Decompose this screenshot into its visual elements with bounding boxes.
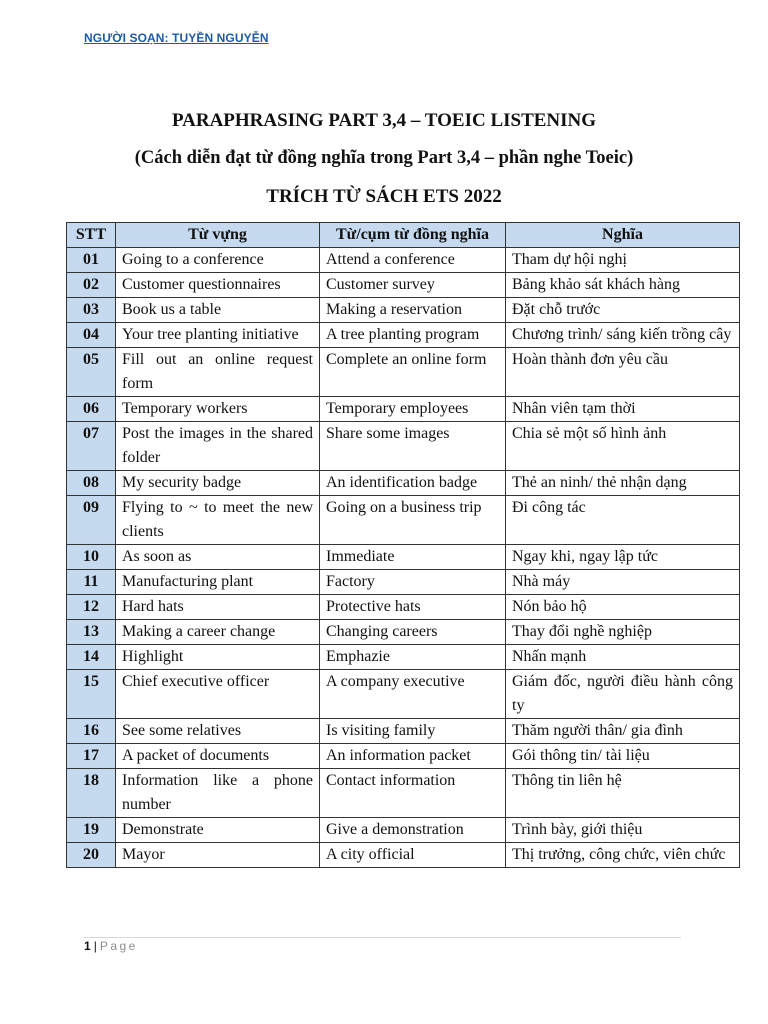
cell-vocabulary: Fill out an online request form [116,348,320,397]
cell-synonym: Immediate [320,545,506,570]
cell-synonym: Factory [320,570,506,595]
cell-meaning: Ngay khi, ngay lập tức [506,545,740,570]
cell-stt: 08 [67,471,116,496]
author-credit: NGƯỜI SOẠN: TUYỀN NGUYỄN [84,31,269,45]
cell-meaning: Chương trình/ sáng kiến trồng cây [506,323,740,348]
cell-vocabulary: Demonstrate [116,818,320,843]
cell-vocabulary: Customer questionnaires [116,273,320,298]
table-row [67,471,740,496]
cell-meaning: Nhà máy [506,570,740,595]
cell-stt: 12 [67,595,116,620]
cell-synonym: Give a demonstration [320,818,506,843]
page-number: 1 [84,939,91,953]
cell-synonym: Complete an online form [320,348,506,397]
cell-synonym: Protective hats [320,595,506,620]
cell-meaning: Giám đốc, người điều hành công ty [506,670,740,719]
cell-vocabulary: Going to a conference [116,248,320,273]
cell-vocabulary: As soon as [116,545,320,570]
cell-stt: 16 [67,719,116,744]
cell-meaning: Chia sẻ một số hình ảnh [506,422,740,471]
table-row [67,545,740,570]
cell-stt: 18 [67,769,116,818]
cell-meaning: Nón bảo hộ [506,595,740,620]
cell-stt: 09 [67,496,116,545]
cell-stt: 10 [67,545,116,570]
cell-stt: 14 [67,645,116,670]
cell-synonym: An identification badge [320,471,506,496]
cell-synonym: A tree planting program [320,323,506,348]
table-row [67,422,740,471]
cell-stt: 04 [67,323,116,348]
cell-stt: 17 [67,744,116,769]
page-label: Page [99,939,138,953]
cell-meaning: Thông tin liên hệ [506,769,740,818]
cell-synonym: A city official [320,843,506,868]
cell-vocabulary: Flying to ~ to meet the new clients [116,496,320,545]
cell-meaning: Thị trưởng, công chức, viên chức [506,843,740,868]
cell-vocabulary: Highlight [116,645,320,670]
page-footer [84,939,138,953]
table-row [67,397,740,422]
cell-vocabulary: See some relatives [116,719,320,744]
header-vocabulary: Từ vựng [116,223,320,248]
cell-stt: 11 [67,570,116,595]
cell-stt: 06 [67,397,116,422]
cell-vocabulary: Chief executive officer [116,670,320,719]
cell-vocabulary: Post the images in the shared folder [116,422,320,471]
cell-stt: 05 [67,348,116,397]
cell-stt: 02 [67,273,116,298]
vocabulary-table [66,222,740,868]
table-row [67,323,740,348]
table-body [67,248,740,868]
cell-synonym: Attend a conference [320,248,506,273]
cell-synonym: Emphazie [320,645,506,670]
cell-vocabulary: Mayor [116,843,320,868]
table-header-row [67,223,740,248]
cell-synonym: Making a reservation [320,298,506,323]
table-row [67,744,740,769]
footer-divider [84,937,681,938]
cell-stt: 15 [67,670,116,719]
source-title: TRÍCH TỪ SÁCH ETS 2022 [266,186,502,207]
table-row [67,818,740,843]
cell-meaning: Gói thông tin/ tài liệu [506,744,740,769]
table-row [67,298,740,323]
cell-synonym: A company executive [320,670,506,719]
cell-synonym: Contact information [320,769,506,818]
table-row [67,769,740,818]
table-row [67,570,740,595]
cell-stt: 01 [67,248,116,273]
cell-vocabulary: Book us a table [116,298,320,323]
cell-vocabulary: A packet of documents [116,744,320,769]
cell-synonym: Going on a business trip [320,496,506,545]
cell-meaning: Thăm người thân/ gia đình [506,719,740,744]
cell-meaning: Đặt chỗ trước [506,298,740,323]
table-row [67,248,740,273]
cell-stt: 19 [67,818,116,843]
cell-vocabulary: Information like a phone number [116,769,320,818]
cell-vocabulary: Hard hats [116,595,320,620]
header-synonym: Từ/cụm từ đồng nghĩa [320,223,506,248]
cell-vocabulary: Your tree planting initiative [116,323,320,348]
cell-meaning: Nhấn mạnh [506,645,740,670]
cell-meaning: Thẻ an ninh/ thẻ nhận dạng [506,471,740,496]
table-row [67,843,740,868]
table-row [67,670,740,719]
cell-stt: 13 [67,620,116,645]
cell-meaning: Đi công tác [506,496,740,545]
table-row [67,620,740,645]
table-row [67,595,740,620]
page-title: PARAPHRASING PART 3,4 – TOEIC LISTENING [171,110,597,131]
cell-synonym: Is visiting family [320,719,506,744]
cell-meaning: Tham dự hội nghị [506,248,740,273]
cell-vocabulary: Making a career change [116,620,320,645]
header-meaning: Nghĩa [506,223,740,248]
cell-stt: 03 [67,298,116,323]
cell-synonym: An information packet [320,744,506,769]
footer-separator: | [93,939,97,953]
cell-synonym: Temporary employees [320,397,506,422]
cell-vocabulary: Manufacturing plant [116,570,320,595]
cell-meaning: Hoàn thành đơn yêu cầu [506,348,740,397]
cell-vocabulary: Temporary workers [116,397,320,422]
cell-synonym: Customer survey [320,273,506,298]
page-subtitle: (Cách diễn đạt từ đồng nghĩa trong Part 3,4 – phần nghe Toeic) [134,148,634,168]
table-row [67,348,740,397]
cell-stt: 20 [67,843,116,868]
table-row [67,273,740,298]
header-stt: STT [67,223,116,248]
cell-meaning: Trình bày, giới thiệu [506,818,740,843]
table-row [67,719,740,744]
cell-vocabulary: My security badge [116,471,320,496]
cell-meaning: Thay đổi nghề nghiệp [506,620,740,645]
cell-synonym: Share some images [320,422,506,471]
table-row [67,496,740,545]
cell-meaning: Nhân viên tạm thời [506,397,740,422]
cell-synonym: Changing careers [320,620,506,645]
cell-meaning: Bảng khảo sát khách hàng [506,273,740,298]
table-row [67,645,740,670]
cell-stt: 07 [67,422,116,471]
